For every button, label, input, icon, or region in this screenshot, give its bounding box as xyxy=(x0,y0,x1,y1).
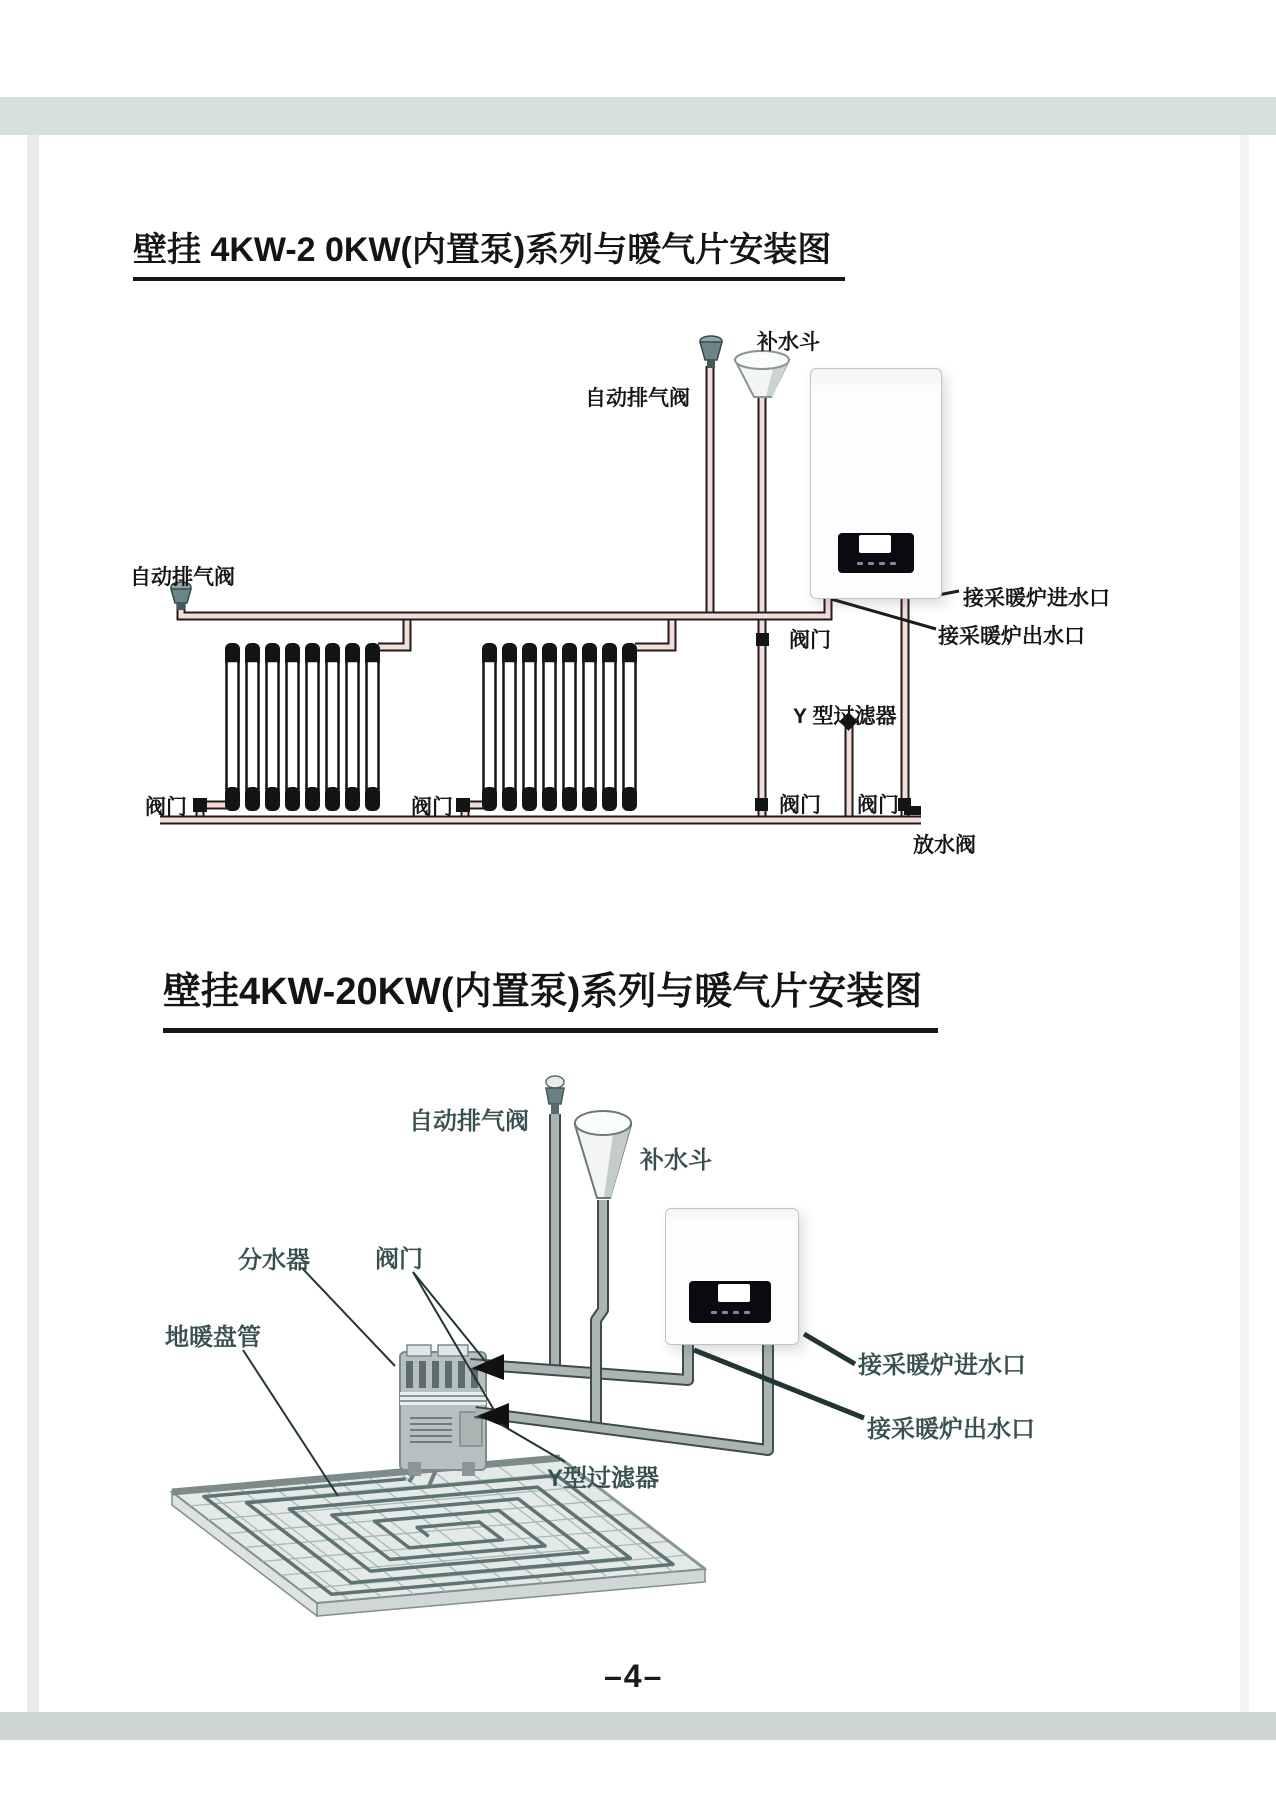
label-valve-radiator-right: 阀门 xyxy=(411,796,453,819)
label-auto-vent-left-d1: 自动排气阀 xyxy=(130,566,235,589)
auto-vent-icon-d2 xyxy=(546,1076,564,1114)
leader-outlet-d1 xyxy=(831,599,936,629)
valve-icon-feed-line xyxy=(756,633,769,646)
leader-floor-coil xyxy=(243,1350,338,1496)
boiler-unit-d2 xyxy=(665,1208,799,1345)
boiler-screen-d2 xyxy=(718,1284,750,1302)
boiler-unit-d1 xyxy=(810,368,942,599)
valve-icon-bottom-left xyxy=(755,798,768,811)
leader-outlet-d2 xyxy=(694,1350,864,1418)
label-valve-d2: 阀门 xyxy=(375,1246,423,1273)
auto-vent-icon-top xyxy=(700,336,722,368)
water-funnel-icon-d1 xyxy=(735,351,789,397)
radiator-right xyxy=(482,643,637,811)
label-valve-bottom-right-d1: 阀门 xyxy=(857,794,899,817)
label-auto-vent-d2: 自动排气阀 xyxy=(409,1108,529,1135)
boiler-screen-d1 xyxy=(859,535,891,553)
boiler-display-d1 xyxy=(838,533,914,573)
boiler-display-d2 xyxy=(689,1281,771,1323)
label-y-filter-d2: Y型过滤器 xyxy=(547,1465,660,1492)
radiator-left xyxy=(225,643,380,811)
leader-inlet-d2 xyxy=(804,1334,855,1364)
label-valve-bottom-left-d1: 阀门 xyxy=(779,794,821,817)
label-boiler-outlet-d1: 接采暖炉出水口 xyxy=(938,625,1085,648)
label-y-filter-d1: Y 型过滤器 xyxy=(793,705,897,728)
valve-icon-radiator-right xyxy=(456,798,470,812)
label-valve-radiator-left: 阀门 xyxy=(145,796,187,819)
label-water-funnel-d1: 补水斗 xyxy=(757,331,820,354)
page-number: –4– xyxy=(604,1658,664,1694)
valve-icon-radiator-left xyxy=(193,798,207,812)
water-funnel-icon-d2 xyxy=(575,1111,631,1198)
label-boiler-outlet-d2: 接采暖炉出水口 xyxy=(867,1416,1035,1443)
diagram2-title: 壁挂4KW-20KW(内置泵)系列与暖气片安装图 xyxy=(163,971,923,1013)
label-boiler-inlet-d2: 接采暖炉进水口 xyxy=(858,1352,1026,1379)
label-valve-feed-d1: 阀门 xyxy=(789,629,831,652)
leader-manifold xyxy=(302,1268,395,1366)
diagram1-title: 壁挂 4KW-2 0KW(内置泵)系列与暖气片安装图 xyxy=(133,231,832,269)
label-drain-valve-d1: 放水阀 xyxy=(913,834,976,857)
drain-valve-icon xyxy=(904,806,921,815)
leader-y-filter-d2 xyxy=(500,1424,565,1462)
label-boiler-inlet-d1: 接采暖炉进水口 xyxy=(963,587,1110,610)
boiler-buttons-d1 xyxy=(838,562,914,565)
label-water-funnel-d2: 补水斗 xyxy=(640,1147,712,1174)
label-floor-coil-d2: 地暖盘管 xyxy=(165,1324,261,1351)
label-auto-vent-top-d1: 自动排气阀 xyxy=(585,387,690,410)
boiler-buttons-d2 xyxy=(689,1311,771,1314)
label-manifold-d2: 分水器 xyxy=(238,1247,310,1274)
